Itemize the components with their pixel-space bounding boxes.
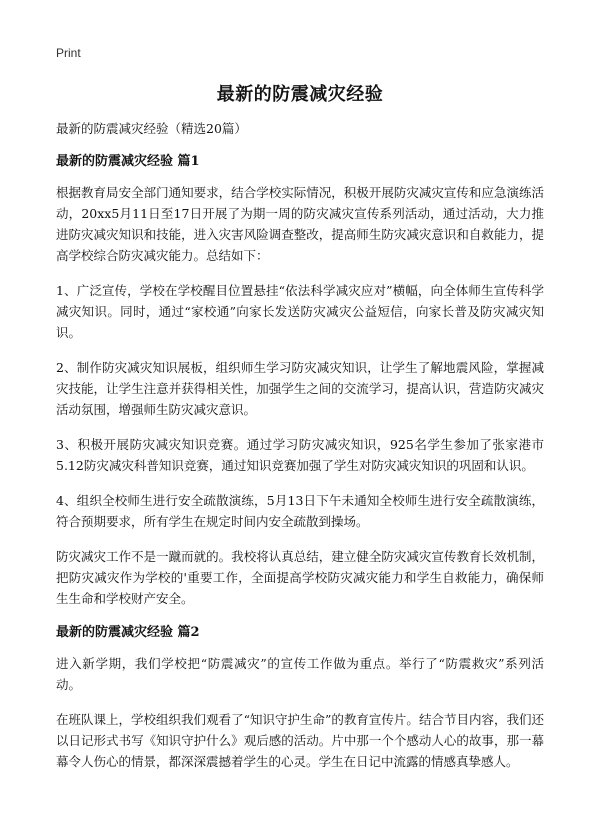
- section-2: [56, 623, 544, 772]
- paragraph: 3、积极开展防灾减灾知识竞赛。通过学习防灾减灾知识，925名学生参加了张家港市5.12防灾减灾科普知识竞赛，通过知识竞赛加强了学生对防灾减灾知识的巩固和认识。: [56, 437, 544, 473]
- section-heading: 最新的防震减灾经验 篇2: [56, 625, 200, 640]
- print-link[interactable]: Print: [56, 46, 81, 60]
- section-1: [56, 152, 544, 609]
- paragraph: 在班队课上，学校组织我们观看了“知识守护生命”的教育宣传片。结合节目内容，我们还以日记形式书写《知识守护什么》观后感的活动。片中那一个个感动人心的故事，那一幕幕令人伤心的情景，都深深震撼着学生的心灵。学生在日记中流露的情感真挚感人。: [56, 712, 544, 769]
- paragraph: 1、广泛宣传，学校在学校醒目位置悬挂“依法科学减灾应对”横幅，向全体师生宣传科学减灾知识。同时，通过“家校通”向家长发送防灾减灾公益短信，向家长普及防灾减灾知识。: [56, 283, 544, 340]
- paragraph: 2、制作防灾减灾知识展板，组织师生学习防灾减灾知识，让学生了解地震风险，掌握减灾技能，让学生注意并获得相关性，加强学生之间的交流学习，提高认识，营造防灾减灾活动氛围，增强师生防灾减灾意识。: [56, 360, 544, 417]
- paragraph: 防灾减灾工作不是一蹴而就的。我校将认真总结，建立健全防灾减灾宣传教育长效机制，把防灾减灾作为学校的'重要工作，全面提高学校防灾减灾能力和学生自救能力，确保师生生命和学校财产安全。: [56, 549, 544, 606]
- paragraph: 根据教育局安全部门通知要求，结合学校实际情况，积极开展防灾减灾宣传和应急演练活动，20xx5月11日至17日开展了为期一周的防灾减灾宣传系列活动，通过活动，大力推进防灾减灾知识和技能，进入灾害风险调查整改，提高师生防灾减灾意识和自救能力，提高学校综合防灾减灾能力。总结如下：: [56, 185, 544, 263]
- paragraph: 4、组织全校师生进行安全疏散演练，5月13日下午未通知全校师生进行安全疏散演练，符合预期要求，所有学生在规定时间内安全疏散到操场。: [56, 493, 544, 529]
- document-body: [56, 120, 544, 786]
- section-heading: 最新的防震减灾经验 篇1: [56, 154, 200, 169]
- document-subtitle: 最新的防震减灾经验（精选20篇）: [56, 121, 247, 136]
- paragraph: 进入新学期，我们学校把“防震减灾”的宣传工作做为重点。举行了“防震救灾”系列活动。: [56, 656, 544, 692]
- document-title: 最新的防震减灾经验: [216, 84, 384, 105]
